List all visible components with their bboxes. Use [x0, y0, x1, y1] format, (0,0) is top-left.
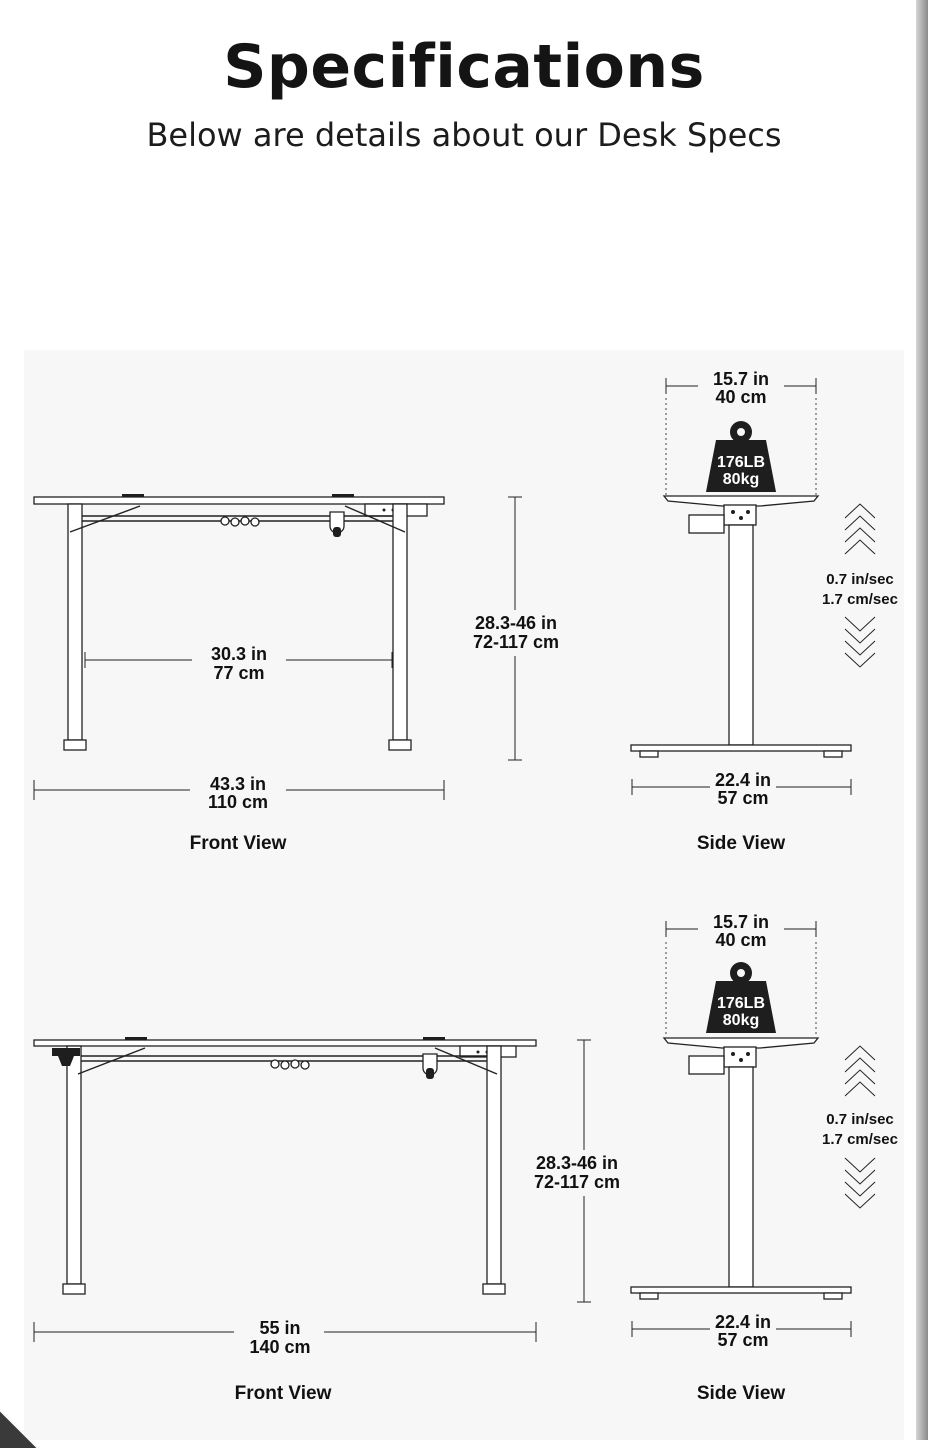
height-in-label-large: 28.3-46 in [535, 1153, 619, 1173]
weight-lb-label-large: 176LB [716, 995, 766, 1012]
height-cm-label-large: 72-117 cm [533, 1172, 621, 1192]
foot-cm-label-large: 57 cm [717, 1330, 769, 1350]
speed-in-label: 0.7 in/sec [826, 571, 894, 588]
front-leg-span-dimension [85, 644, 392, 683]
front-width-dimension-large [34, 1318, 536, 1357]
width-in-label-large: 55 in [259, 1318, 301, 1338]
foot-in-label: 22.4 in [714, 770, 772, 790]
weight-kg-label: 80kg [722, 471, 760, 488]
leg-span-cm-label: 77 cm [213, 663, 265, 683]
height-cm-label: 72-117 cm [472, 632, 560, 652]
front-width-dimension [34, 774, 444, 812]
depth-cm-label-large: 40 cm [715, 930, 767, 950]
side-view-label: Side View [696, 833, 786, 854]
side-view-label-large: Side View [696, 1383, 786, 1404]
speed-in-label-large: 0.7 in/sec [826, 1111, 894, 1128]
side-foot-dimension-large [632, 1312, 851, 1350]
page-title: Specifications [223, 32, 705, 103]
weight-icon [706, 421, 776, 492]
width-cm-label: 110 cm [207, 792, 269, 812]
weight-icon-large [706, 962, 776, 1033]
front-view-label: Front View [189, 833, 287, 854]
width-cm-label-large: 140 cm [249, 1337, 311, 1357]
speed-cm-label-large: 1.7 cm/sec [822, 1131, 898, 1148]
foot-cm-label: 57 cm [717, 788, 769, 808]
speed-cm-label: 1.7 cm/sec [822, 591, 898, 608]
depth-in-label-large: 15.7 in [712, 912, 770, 932]
weight-kg-label-large: 80kg [722, 1012, 760, 1029]
front-height-dimension-large [534, 1040, 620, 1302]
leg-span-in-label: 30.3 in [210, 644, 268, 664]
side-foot-dimension [632, 770, 851, 808]
width-in-label: 43.3 in [209, 774, 267, 794]
front-view-desk-large [34, 1037, 536, 1294]
front-height-dimension [473, 497, 559, 760]
front-view-desk-small [34, 494, 444, 750]
depth-cm-label: 40 cm [715, 387, 767, 407]
weight-lb-label: 176LB [716, 454, 766, 471]
front-view-label-large: Front View [234, 1383, 332, 1404]
height-in-label: 28.3-46 in [474, 613, 558, 633]
page-subtitle: Below are details about our Desk Specs [146, 116, 782, 154]
side-view-desk-small [631, 496, 851, 757]
foot-in-label-large: 22.4 in [714, 1312, 772, 1332]
side-view-desk-large [631, 1038, 851, 1299]
depth-in-label: 15.7 in [712, 369, 770, 389]
